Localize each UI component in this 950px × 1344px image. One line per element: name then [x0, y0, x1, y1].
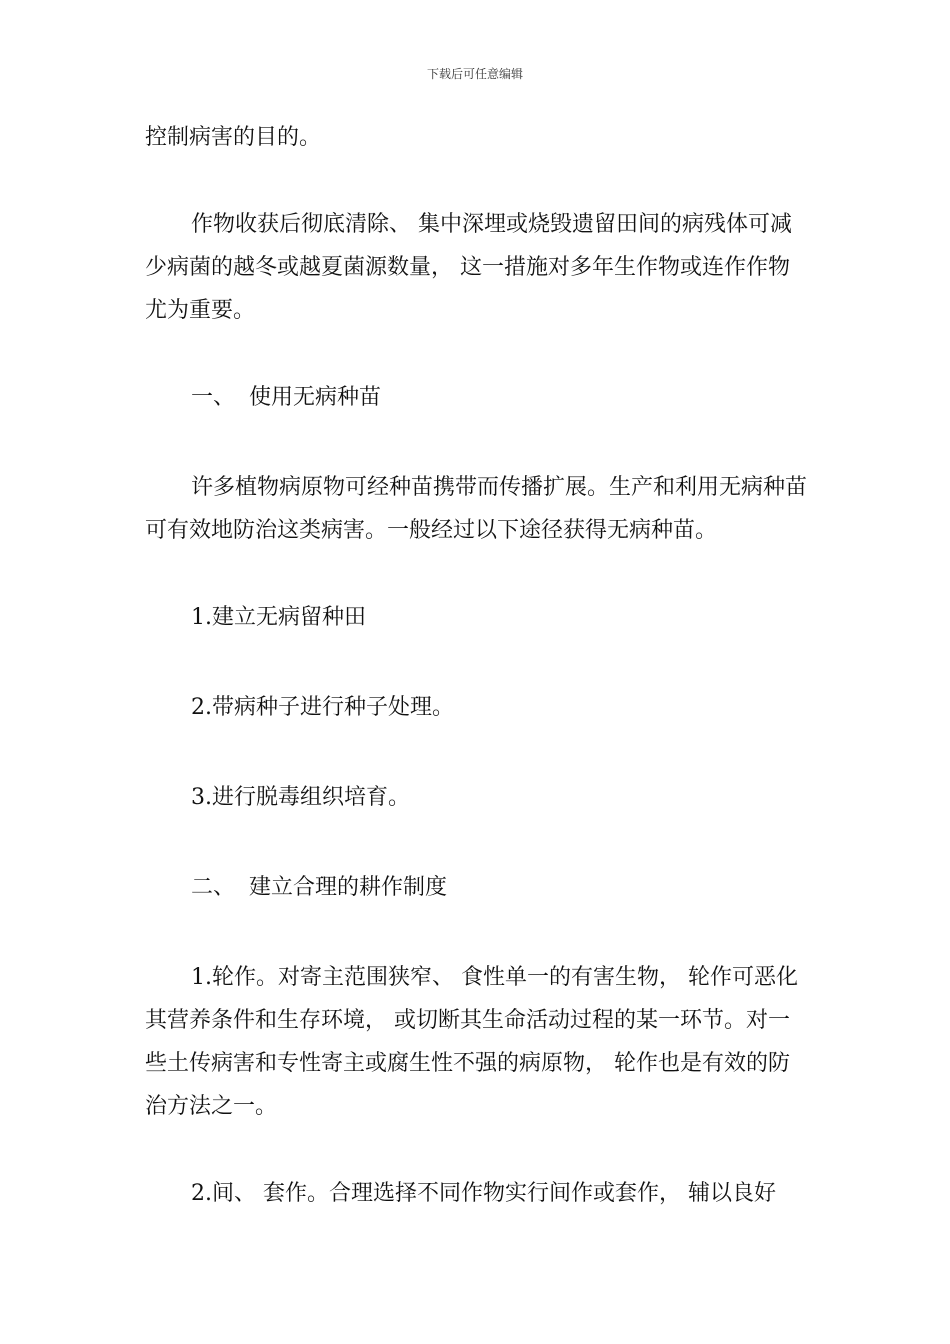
section-heading-2-title: 建立合理的耕作制度: [249, 875, 448, 900]
section-heading-1-number: 一、: [191, 385, 236, 410]
list-item-1: 1.建立无病留种田: [191, 605, 366, 630]
paragraph-intercropping: 2.间、 套作。合理选择不同作物实行间作或套作， 辅以良好: [191, 1181, 776, 1206]
section-heading-2-number: 二、: [191, 875, 236, 900]
list-item-2: 2.带病种子进行种子处理。: [191, 695, 454, 720]
page-header: 下载后可任意编辑: [426, 67, 523, 81]
document-body: [145, 116, 810, 1215]
section-heading-2: [145, 866, 810, 909]
section-heading-1: [145, 376, 810, 419]
list-item-3: 3.进行脱毒组织培育。: [191, 785, 410, 810]
paragraph-disease-free-seedlings: 许多植物病原物可经种苗携带而传播扩展。生产和利用无病种苗可有效地防治这类病害。一般经过以下途径获得无病种苗。: [145, 475, 808, 543]
paragraph-residue-removal: 作物收获后彻底清除、 集中深埋或烧毁遗留田间的病残体可减少病菌的越冬或越夏菌源数量， 这一措施对多年生作物或连作作物尤为重要。: [145, 212, 792, 323]
section-heading-1-title: 使用无病种苗: [249, 385, 382, 410]
paragraph-intro: 控制病害的目的。: [145, 125, 322, 150]
paragraph-crop-rotation: 1.轮作。对寄主范围狭窄、 食性单一的有害生物， 轮作可恶化其营养条件和生存环境， 或切断其生命活动过程的某一环节。对一些土传病害和专性寄主或腐生性不强的病原物， 轮作也是有效的防治方法之一。: [145, 965, 798, 1119]
